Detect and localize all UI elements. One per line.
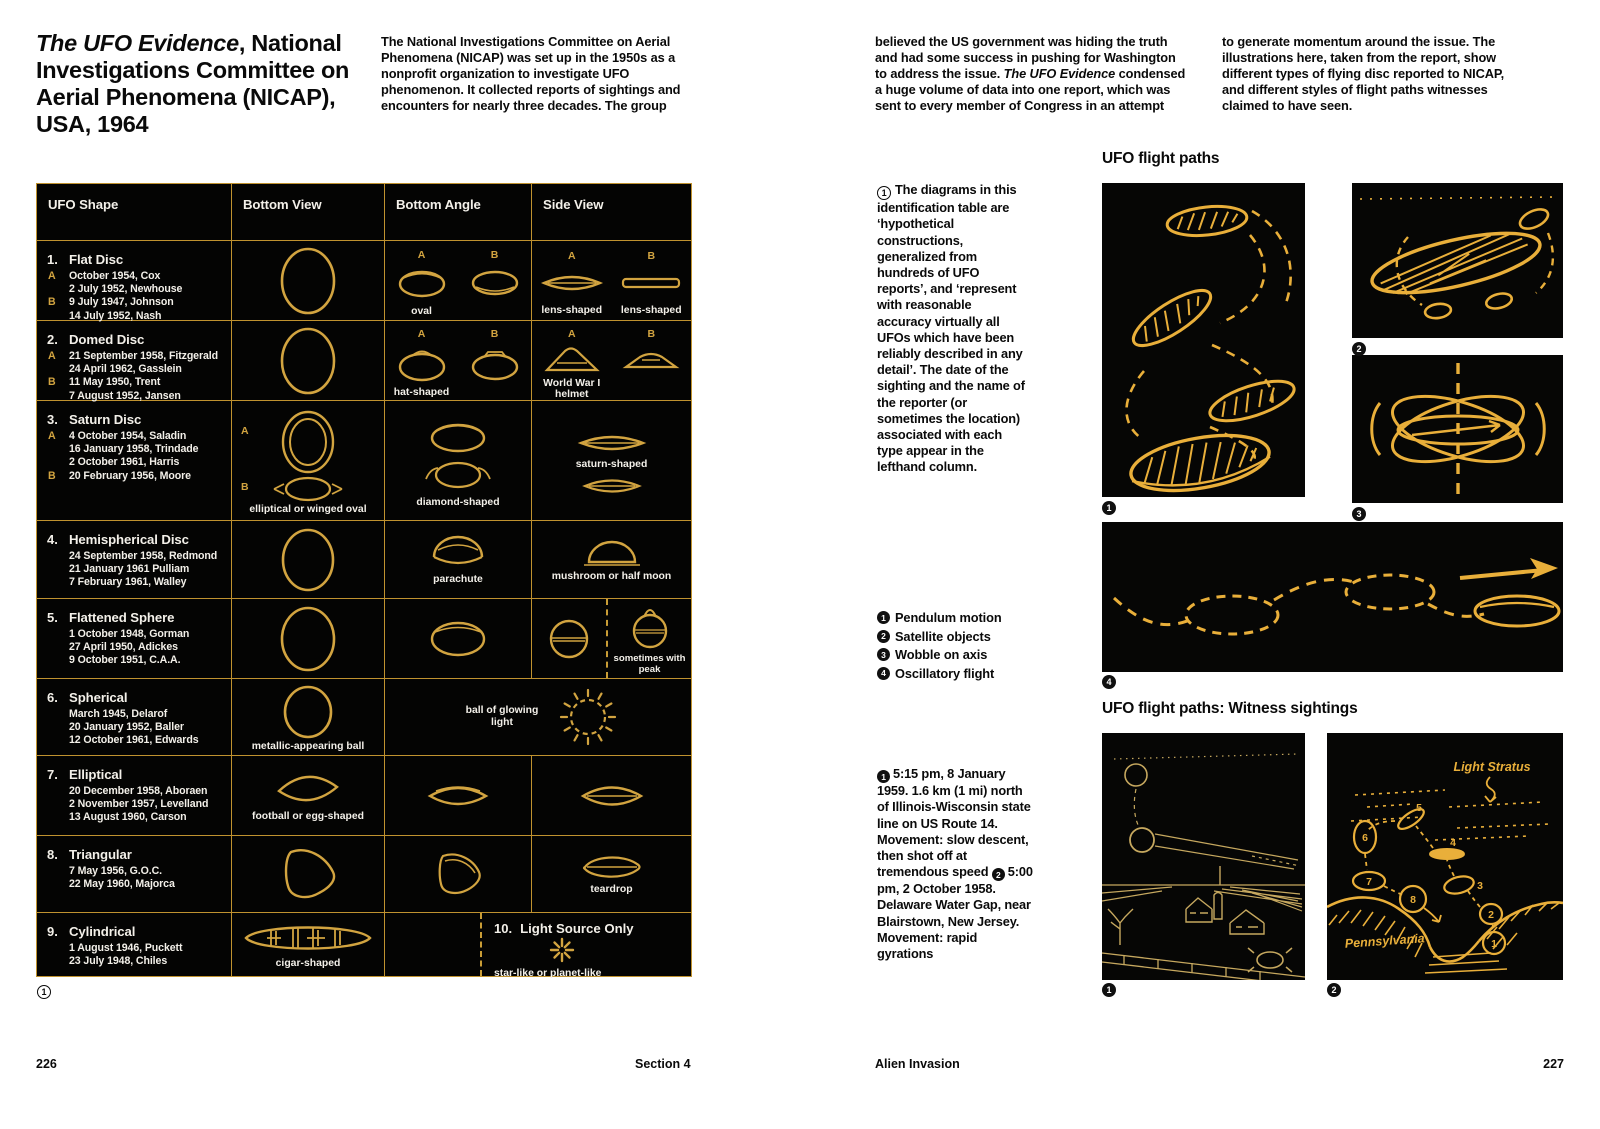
triangular-bottom-view-icon (231, 836, 384, 912)
table-header-row (37, 184, 691, 240)
panel-badge-3: 3 (1352, 507, 1366, 521)
ufo-shape-table (36, 183, 692, 977)
table-footnote-marker: 1 (37, 980, 55, 999)
legend-item-wobble: 3 Wobble on axis (877, 647, 1002, 662)
table-annotation: 1 The diagrams in this identification table are ‘hypothetical constructions, generalized from hundreds of UFO reports’, and ‘represent with reasonable accuracy virtually all UFOs which have been reliably described in any detail’. The date of the sighting and the name of the reporter (or sometimes the location) associated with each type appear in the lefthand column. (877, 182, 1025, 475)
witness2-marker-3: 3 (1477, 880, 1483, 892)
spherical-label-cell: 6. Spherical March 1945, Delarof 20 January 1952, Baller 12 October 1961, Edwards (47, 690, 199, 747)
table-header-bottom-view: Bottom View (231, 184, 384, 240)
table-header-ufo-shape: UFO Shape (48, 197, 119, 212)
flat-disc-label-cell: 1. Flat Disc A October 1954, Cox 2 July 1952, Newhouse B 9 July 1947, Johnson 14 July 1952, Nash (37, 241, 231, 320)
row-name: Flat Disc (69, 252, 124, 267)
hemispherical-disc-label-cell: 4. Hemispherical Disc 24 September 1958, Redmond 21 January 1961 Pulliam 7 February 1961, Walley (47, 532, 218, 589)
table-row-triangular (37, 835, 691, 912)
witness2-marker-2: 2 (1488, 909, 1494, 921)
flight-path-panel-wobble (1352, 355, 1563, 503)
witness-panel-illinois (1102, 733, 1305, 980)
intro-paragraph-1: The National Investigations Committee on Aerial Phenomena (NICAP) was set up in the 1950s as a nonprofit organization to investigate UFO phenomenon. It collected reports of sightings and encounters for nearly three decades. The group (381, 34, 681, 113)
flight-path-panel-satellite (1352, 183, 1563, 338)
elliptical-bottom-angle-icon (384, 756, 531, 835)
witness2-marker-7: 7 (1366, 876, 1372, 888)
glowing-light-icon (559, 688, 617, 746)
saturn-disc-bottom-view-icons: A B elliptical or winged oval (231, 401, 384, 520)
table-row-domed-disc (37, 320, 691, 400)
elliptical-side-view-icon (531, 756, 691, 835)
panel-badge-1: 1 (1102, 501, 1116, 515)
light-source-only-cell (480, 913, 691, 979)
witness2-marker-6: 6 (1362, 832, 1368, 844)
triangular-bottom-angle-icon (384, 836, 531, 912)
table-row-hemispherical-disc (37, 520, 691, 598)
table-row-elliptical (37, 755, 691, 835)
panel-badge-4: 4 (1102, 675, 1116, 689)
witness-marker-1: 1 (877, 770, 890, 783)
cylindrical-label-cell: 9. Cylindrical 1 August 1946, Puckett 23 July 1948, Chiles (47, 924, 183, 968)
table-row-flat-disc (37, 240, 691, 320)
flattened-sphere-side-view-icons (531, 599, 691, 678)
witness2-marker-5: 5 (1416, 802, 1422, 814)
witness-badge-1: 1 (1102, 983, 1116, 997)
triangular-label-cell: 8. Triangular 7 May 1956, G.O.C. 22 May 1960, Majorca (47, 847, 175, 891)
annotation-marker: 1 (877, 186, 891, 200)
pennsylvania-label: Pennsylvania (1344, 931, 1426, 951)
domed-disc-label-cell: 2. Domed Disc A 21 September 1958, Fitzgerald 24 April 1962, Gasslein B 11 May 1950, Trent 7 August 1952, Jansen (47, 332, 219, 402)
table-row-flattened-sphere (37, 598, 691, 678)
witness-panel-delaware (1327, 733, 1563, 980)
footer-section: Section 4 (635, 1057, 691, 1071)
saturn-disc-bottom-angle-icons: diamond-shaped (384, 401, 531, 520)
sometimes-with-peak-section: sometimes with peak (606, 599, 691, 678)
light-source-caption: star-like or planet-like (494, 968, 602, 979)
page-number-right: 227 (1543, 1057, 1564, 1071)
intro-paragraph-2-post: condensed a huge volume of data into one report, which was sent to every member of Congress in an attempt (875, 66, 1186, 113)
legend-item-pendulum: 1 Pendulum motion (877, 610, 1002, 625)
row-number: 1. (47, 252, 58, 267)
intro-paragraph-2-pre: believed the US government was hiding the truth and had some success in pushing for Washington to address the issue. (875, 34, 1176, 81)
hemispherical-disc-side-view-icon: mushroom or half moon (531, 521, 691, 598)
witness-badge-2: 2 (1327, 983, 1341, 997)
page-number-left: 226 (36, 1057, 57, 1071)
intro-paragraph-3: to generate momentum around the issue. The illustrations here, taken from the report, show different types of flying disc reported to NICAP, and different styles of flight paths witnesses claimed to have seen. (1222, 34, 1505, 113)
spherical-bottom-view-icon: metallic-appearing ball (231, 679, 384, 755)
intro-paragraph-2-italic: The UFO Evidence (1003, 66, 1116, 81)
heading-ufo-flight-paths: UFO flight paths (1102, 150, 1220, 167)
flattened-sphere-label-cell: 5. Flattened Sphere 1 October 1948, Gorman 27 April 1950, Adickes 9 October 1951, C.A.A. (47, 610, 190, 667)
witness-marker-2: 2 (992, 868, 1005, 881)
witness2-marker-8: 8 (1410, 894, 1416, 906)
heading-witness-sightings: UFO flight paths: Witness sightings (1102, 700, 1358, 717)
flattened-sphere-bottom-angle-icon (384, 599, 531, 678)
elliptical-label-cell: 7. Elliptical 20 December 1958, Aboraen 2 November 1957, Levelland 13 August 1960, Carson (47, 767, 209, 824)
flight-path-panel-oscillatory (1102, 522, 1563, 672)
flat-disc-bottom-view-icon (231, 241, 384, 320)
flight-path-legend (877, 610, 1002, 684)
witness2-marker-4: 4 (1450, 837, 1456, 849)
page-title-italic: The UFO Evidence (36, 30, 239, 56)
cylindrical-bottom-view-icon: cigar-shaped (231, 913, 384, 976)
hemispherical-disc-bottom-view-icon (231, 521, 384, 598)
page-title-rest: , National Investigations Committee on Aerial Phenomena (NICAP), USA, 1964 (36, 30, 350, 137)
footer-chapter: Alien Invasion (875, 1057, 960, 1071)
legend-item-satellite: 2 Satellite objects (877, 629, 1002, 644)
ball-of-glowing-light-cell: ball of glowing light (384, 679, 691, 755)
flat-disc-side-view-icons: A B lens-shaped lens-shaped (531, 241, 691, 320)
light-stratus-label: Light Stratus (1453, 760, 1531, 774)
legend-item-oscillatory: 4 Oscillatory flight (877, 666, 1002, 681)
triangular-side-view-icon: teardrop (531, 836, 691, 912)
page-title (36, 30, 366, 138)
star-icon (549, 937, 575, 963)
saturn-disc-side-view-icons: saturn-shaped (531, 401, 691, 520)
domed-disc-bottom-angle-icons: A B hat-shaped (384, 321, 531, 400)
table-header-bottom-angle: Bottom Angle (384, 184, 531, 240)
domed-disc-bottom-view-icon (231, 321, 384, 400)
hemispherical-disc-bottom-angle-icon: parachute (384, 521, 531, 598)
saturn-disc-label-cell: 3. Saturn Disc A 4 October 1954, Saladin 16 January 1958, Trindade 2 October 1961, Harris B 20 February 1956, Moore (47, 412, 199, 482)
flight-path-panel-pendulum (1102, 183, 1305, 497)
witness2-marker-1: 1 (1491, 938, 1497, 950)
domed-disc-side-view-icons: A B World War I helmet (531, 321, 691, 400)
elliptical-bottom-view-icon: football or egg-shaped (231, 756, 384, 835)
light-source-number: 10. (494, 921, 513, 936)
panel-badge-2: 2 (1352, 342, 1366, 356)
table-row-spherical (37, 678, 691, 755)
empty-cell (384, 913, 480, 976)
witness-caption: 1 5:15 pm, 8 January 1959. 1.6 km (1 mi) north of Illinois-Wisconsin state line on US Route 14. Movement: slow descent, then shot off at tremendous speed 2 5:00 pm, 2 October 1958. Delaware Water Gap, near Blairstown, New Jersey. Movement: rapid gyrations (877, 766, 1033, 962)
table-row-saturn-disc (37, 400, 691, 520)
intro-paragraph-2 (875, 34, 1187, 114)
flattened-sphere-bottom-view-icon (231, 599, 384, 678)
table-row-cylindrical (37, 912, 691, 979)
light-source-name: Light Source Only (520, 921, 634, 936)
flat-disc-bottom-angle-icons: A B oval (384, 241, 531, 320)
table-header-side-view: Side View (531, 184, 691, 240)
